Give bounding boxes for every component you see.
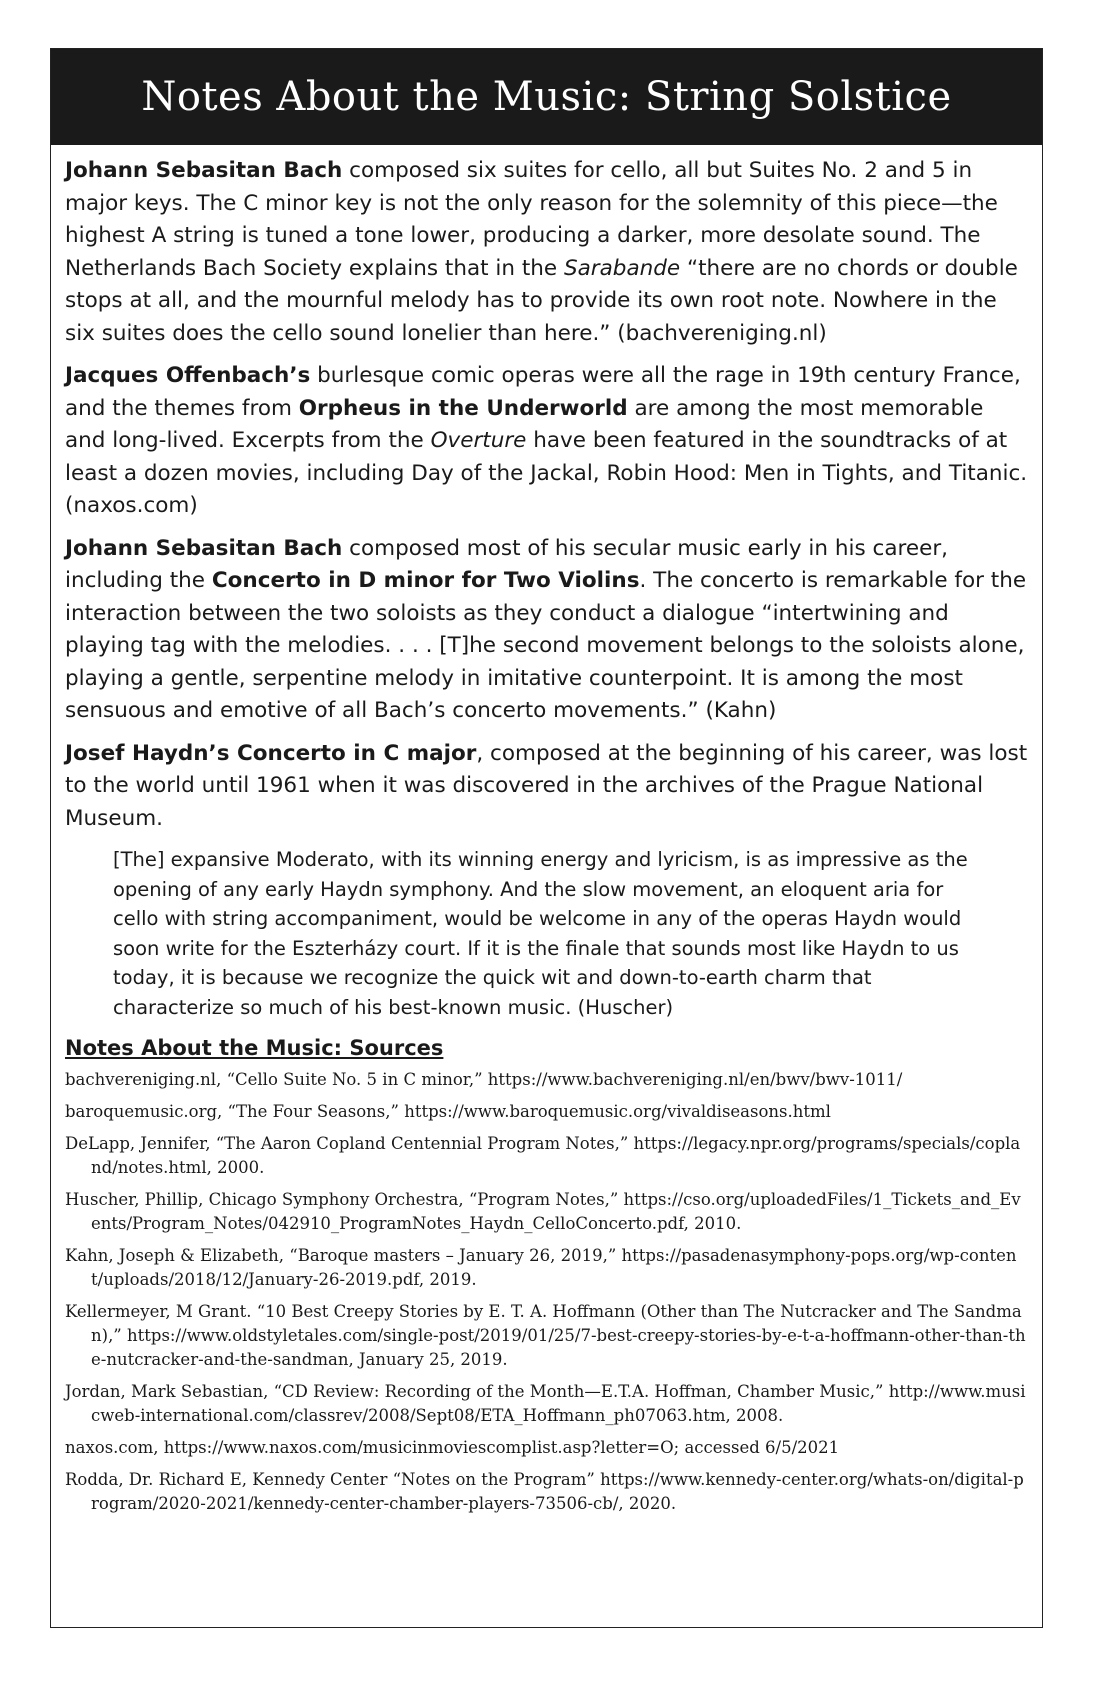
note-paragraph-bach-cello: Johann Sebasitan Bach composed six suites for cello, all but Suites No. 2 and 5 in major keys. The C minor key is not the only reason for the solemnity of this piece—the highest A string is tuned a tone lower, producing a darker, more desolate sound. The Netherlands Bach Society explains that in the Sarabande “there are no chords or double stops at all, and the mournful melody has to provide its own root note. Nowhere in the six suites does the cello sound lonelier than here.” (bachvereniging.nl) <box>65 158 1018 346</box>
composer-name: Josef Haydn’s Concerto in C major <box>65 740 477 766</box>
sources-heading: Notes About the Music: Sources <box>65 1036 444 1060</box>
source-entry: naxos.com, https://www.naxos.com/musicinmoviescomplist.asp?letter=O; accessed 6/5/2021 <box>65 1438 840 1457</box>
note-paragraph-bach-concerto: Johann Sebasitan Bach composed most of his secular music early in his career, including the Concerto in D minor for Two Violins. The concerto is remarkable for the interaction between the two soloists as they conduct a dialogue “intertwining and playing tag with the melodies. . . . [T]he second movement belongs to the soloists alone, playing a gentle, serpentine melody in imitative counterpoint. It is among the most sensuous and emotive of all Bach’s concerto movements.” (Kahn) <box>65 535 1027 723</box>
haydn-quote: [The] expansive Moderato, with its winning energy and lyricism, is as impressive as the opening of any early Haydn symphony. And the slow movement, an eloquent aria for cello with string accompaniment, would be welcome in any of the operas Haydn would soon write for the Eszterházy court. If it is the finale that sounds most like Haydn to us today, it is because we recognize the quick wit and down-to-earth charm that characterize so much of his best-known music. (Huscher) <box>113 848 968 1019</box>
composer-name: Johann Sebasitan Bach <box>65 158 343 183</box>
source-entry: Jordan, Mark Sebastian, “CD Review: Recording of the Month—E.T.A. Hoffman, Chamber Music,” http://www.musicweb-international.com/classrev/2008/Sept08/ETA_Hoffmann_ph07063.htm, 2008. <box>65 1382 1026 1425</box>
composer-name: Johann Sebasitan Bach <box>65 535 343 561</box>
program-notes-frame <box>50 48 1043 1628</box>
work-title: Sarabande <box>563 255 681 281</box>
source-entry: DeLapp, Jennifer, “The Aaron Copland Centennial Program Notes,” https://legacy.npr.org/programs/specials/copland/notes.html, 2000. <box>65 1134 1021 1177</box>
note-paragraph-offenbach: Jacques Offenbach’s burlesque comic operas were all the rage in 19th century France, and the themes from Orpheus in the Underworld are among the most memorable and long-lived. Excerpts from the Overture have been featured in the soundtracks of at least a dozen movies, including Day of the Jackal, Robin Hood: Men in Tights, and Titanic. (naxos.com) <box>65 363 1028 518</box>
notes-content <box>51 145 1042 1516</box>
source-entry: Rodda, Dr. Richard E, Kennedy Center “Notes on the Program” https://www.kennedy-center.org/whats-on/digital-program/2020-2021/kennedy-center-chamber-players-73506-cb/, 2020. <box>65 1470 1024 1513</box>
source-entry: Huscher, Phillip, Chicago Symphony Orchestra, “Program Notes,” https://cso.org/uploadedFiles/1_Tickets_and_Events/Program_Notes/042910_ProgramNotes_Haydn_CelloConcerto.pdf, 2010. <box>65 1190 1021 1233</box>
source-entry: baroquemusic.org, “The Four Seasons,” https://www.baroquemusic.org/vivaldiseasons.html <box>65 1102 831 1121</box>
work-title: Orpheus in the Underworld <box>298 395 628 421</box>
sources-list <box>65 1068 1028 1516</box>
note-paragraph-haydn: Josef Haydn’s Concerto in C major, composed at the beginning of his career, was lost to the world until 1961 when it was discovered in the archives of the Prague National Museum. <box>65 740 1028 831</box>
work-section: Overture <box>430 428 527 453</box>
composer-name: Jacques Offenbach’s <box>65 363 311 388</box>
work-title: Concerto in D minor for Two Violins <box>211 568 640 593</box>
title-banner <box>51 49 1042 145</box>
page-title: Notes About the Music: String Solstice <box>141 74 952 120</box>
source-entry: bachvereniging.nl, “Cello Suite No. 5 in C minor,” https://www.bachvereniging.nl/en/bwv/bwv-1011/ <box>65 1070 903 1089</box>
source-entry: Kahn, Joseph & Elizabeth, “Baroque masters – January 26, 2019,” https://pasadenasymphony-pops.org/wp-content/uploads/2018/12/January-26-2019.pdf, 2019. <box>65 1246 1017 1289</box>
source-entry: Kellermeyer, M Grant. “10 Best Creepy Stories by E. T. A. Hoffmann (Other than The Nutcracker and The Sandman),” https://www.oldstyletales.com/single-post/2019/01/25/7-best-creepy-stories-by-e-t-a-hoffmann-other-than-the-nutcracker-and-the-sandman, January 25, 2019. <box>65 1302 1026 1369</box>
